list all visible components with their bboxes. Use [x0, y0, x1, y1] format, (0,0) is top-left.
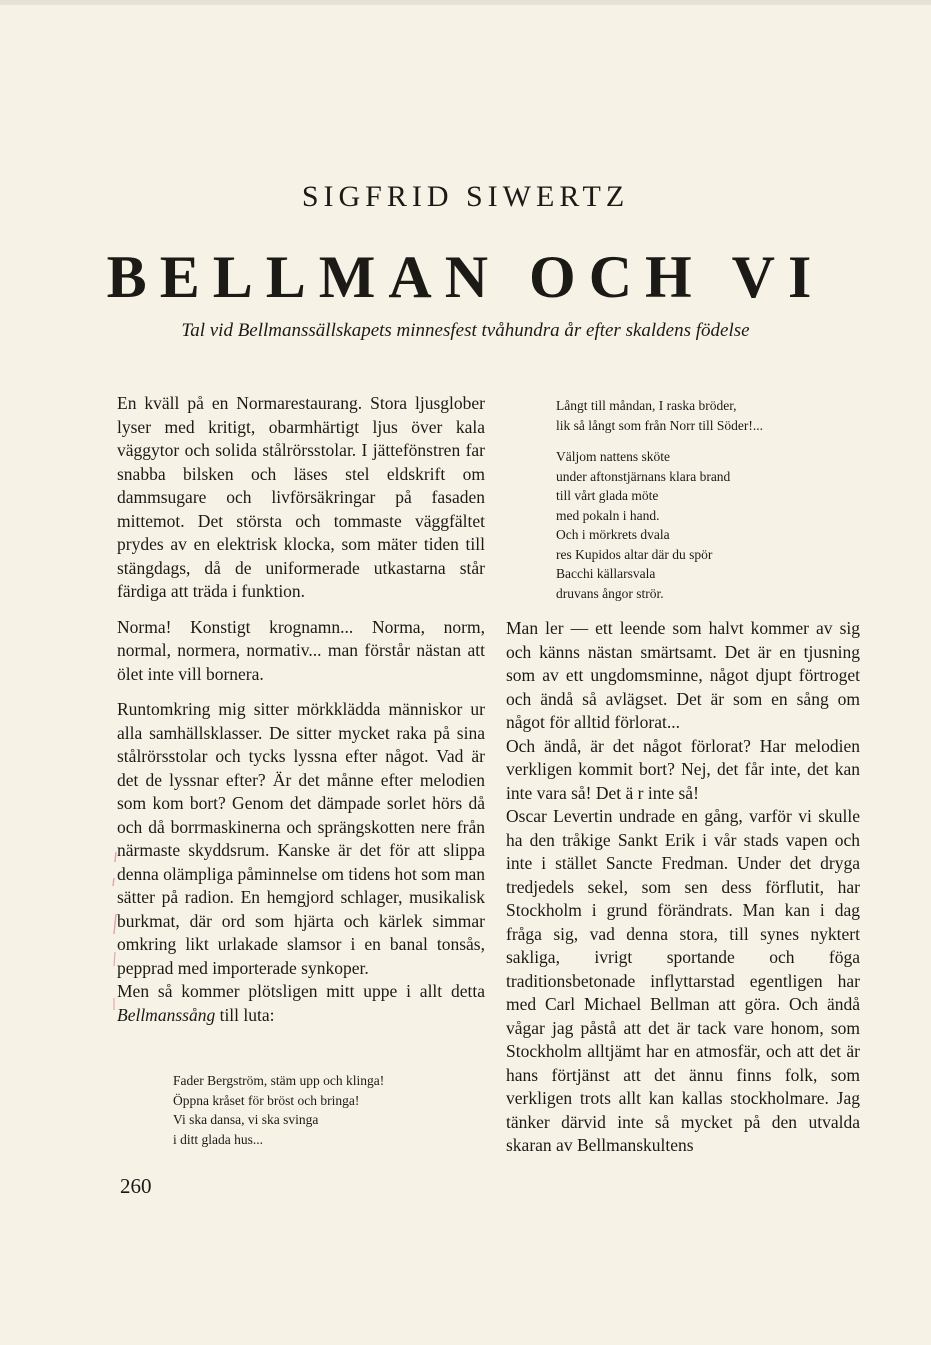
article-subtitle: Tal vid Bellmanssällskapets minnesfest tvåhundra år efter skaldens födelse: [181, 320, 750, 341]
verse-line: res Kupidos altar där du spör: [556, 546, 713, 562]
pencil-mark: [114, 914, 116, 934]
verse-line: Väljom nattens sköte: [556, 449, 670, 464]
paragraph: Runtomkring mig sitter mörkklädda människor ur alla samhällsklasser. De sitter mycket raka på sina stålrörsstolar och tycks lyssna efter något. Vad är det de lyssnar efter? Är det månne efter melodien som kom bort? Genom det dämpade sorlet hörs då och då borrmaskinerna och sprängskotten nere från närmaste skyddsrum. Kanske är det för att slippa denna olämpliga påminnelse om tidens hot som man sätter på radion. En hemgjord schlager, musikalisk burkmat, där ord som hjärta och kärlek simmar omkring likt urlakade slamsor i en banal tonsås, pepprad med importerade synkoper.: [117, 699, 485, 978]
verse-block: [556, 396, 886, 435]
paragraph: Norma! Konstigt krognamn... Norma, norm, normal, normera, normativ... man förstår nästan att ölet inte vill bornera.: [117, 616, 485, 684]
left-column: [117, 392, 485, 1039]
author-name: SIGFRID SIWERTZ: [301, 180, 630, 213]
paragraph: Oscar Levertin undrade en gång, varför vi skulle ha den tråkige Sankt Erik i vår stads vapen och inte i stället Sancte Fredman. Under det dryga tredjedels sekel, som sen dess förflutit, har Stockholm i grund förändrats. Man kan i dag fråga sig, vad denna stora, till synes nyktert sakliga, ivrigt sportande och föga traditionsbetonade inflyttarstad egentligen har med Carl Michael Bellman att göra. Och ändå vågar jag påstå att det är tack vare honom, som Stockholm alltjämt har en atmosfär, och att det är hans förtjänst att det ännu finns folk, som verkligen trots allt kan kallas stockholmare. Jag tänker därvid inte så mycket på den utvalda skaran av Bellmanskultens: [506, 806, 860, 1155]
paragraph-intro-verse: [117, 980, 485, 1027]
paragraph-text: Men så kommer plötsligen mitt uppe i allt detta: [117, 981, 485, 1001]
verse-line: under aftonstjärnans klara brand: [556, 468, 731, 484]
song-title: Bellmanssång: [117, 1004, 216, 1025]
verse-line: lik så långt som från Norr till Söder!...: [556, 417, 763, 433]
verse-line: Bacchi källarsvala: [556, 566, 656, 581]
verse-line: med pokaln i hand.: [556, 507, 660, 523]
article-title: BELLMAN OCH VI: [106, 244, 825, 310]
page-number: 260: [120, 1174, 152, 1198]
paragraph: Man ler — ett leende som halvt kommer av sig och känns nästan smärtsamt. Det är en tjusning som av ett ungdomsminne, något djupt förtroget och ändå så avlägset. Det är som en sång om något för alltid förlorat...: [506, 618, 860, 732]
verse-block: [556, 447, 856, 603]
pencil-mark: [114, 952, 115, 966]
verse-line: druvans ångor strör.: [556, 585, 664, 601]
paragraph: En kväll på en Normarestaurang. Stora ljusglober lyser med kritigt, obarmhärtigt ljus över kala väggytor och solida stålrörsstolar. I jättefönstren far snabba bilsken och läses stel eldskrift om dammsugare och livförsäkringar på fasaden mittemot. Det största och tommaste väggfältet prydes av en elektrisk klocka, som mäter tiden till stängdags, då de uniformerade utkastarna står färdiga att träda i funktion.: [117, 393, 485, 601]
paragraph: Och ändå, är det något förlorat? Har melodien verkligen kommit bort? Nej, det får inte, det kan inte vara så! Det ä r inte så!: [506, 735, 860, 803]
verse-line: Öppna kråset för bröst och bringa!: [173, 1092, 360, 1108]
verse-line: Och i mörkrets dvala: [556, 527, 670, 542]
right-column: [506, 617, 860, 1158]
pencil-mark: [113, 878, 114, 886]
verse-line: Vi ska dansa, vi ska svinga: [173, 1112, 319, 1127]
pencil-margin-marks: [110, 848, 120, 1018]
verse-line: Fader Bergström, stäm upp och klinga!: [173, 1073, 385, 1088]
verse-line: till vårt glada möte: [556, 488, 659, 503]
verse-line: Långt till måndan, I raska bröder,: [556, 398, 737, 413]
pencil-mark: [115, 852, 116, 862]
verse-line: i ditt glada hus...: [173, 1131, 263, 1147]
verse-block: [173, 1071, 483, 1149]
page-top-edge: [0, 0, 931, 5]
paragraph-text: till luta:: [215, 1004, 275, 1025]
